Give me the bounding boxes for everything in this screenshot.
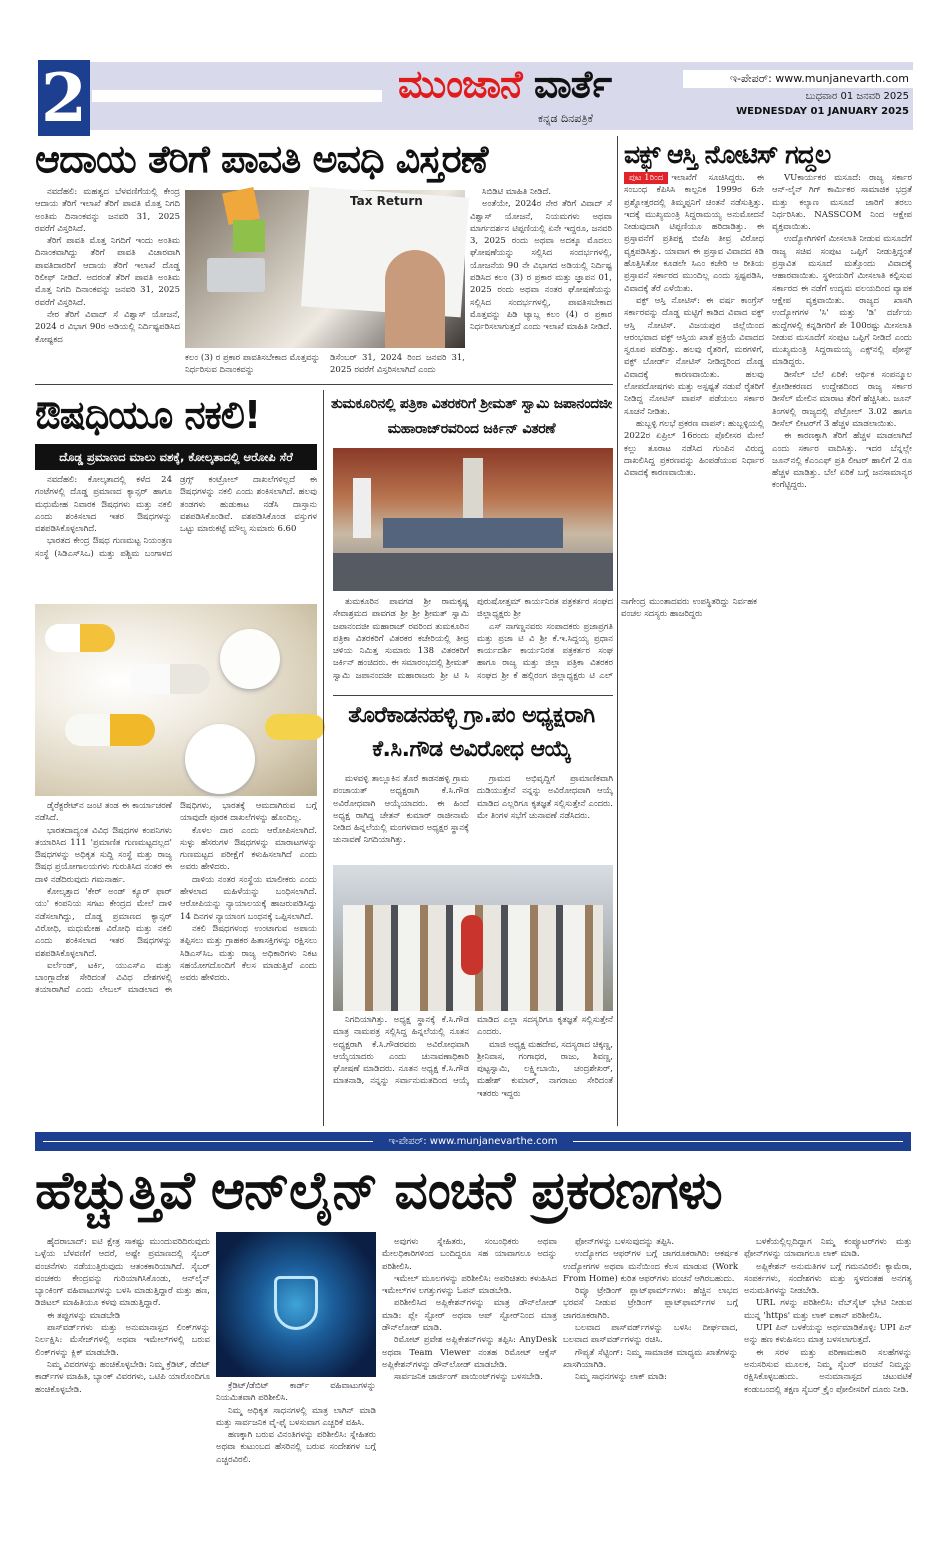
- paragraph: ಹಣಕ್ಕಾಗಿ ಬರುವ ವಿನಂತಿಗಳನ್ನು ಪರಿಶೀಲಿಸಿ: ಸ್ನೇಹಿತರು ಅಥವಾ ಕುಟುಂಬದ ಹೆಸರಿನಲ್ಲಿ ಬರುವ ಸಂದೇಶಗಳ ಬಗ್ಗೆ ಎಚ್ಚರವಿರಲಿ.: [216, 1430, 376, 1465]
- tax-headline: ಆದಾಯ ತೆರಿಗೆ ಪಾವತಿ ಅವಧಿ ವಿಸ್ತರಣೆ: [35, 137, 488, 181]
- paragraph: ಎಸ್ ನಾಗಣ್ಣನವರು ಸಂಪಾದಕರು ಪ್ರಜಾಪ್ರಗತಿ ಮತ್ತು ಪ್ರಜಾ ಟಿ ವಿ ಶ್ರೀ ಕೆ.ಇ.ಸಿದ್ದಯ್ಯ ಪ್ರಧಾನ ಕಾರ್ಯದರ್ಶಿ ಕಾರ್ಯನಿರತ ಪತ್ರಕರ್ತರ ಸಂಘ ಹಾಗೂ ರಾಜ್ಯ ಮತ್ತು ಜಿಲ್ಲಾ ಪತ್ರಿಕಾ ವಿತರಕರ ಸಂಘದ ಶ್ರೀ ಕೆ ಹಲ್ಲಿರಂಗ ಜಿಲ್ಲಾಧ್ಯಕ್ಷರು ಟಿ ಎಲ್ ನಾಗೇಂದ್ರ ಮುಂತಾದವರು ಉಪಸ್ಥಿತರಿದ್ದು ನಿರ್ವಹಕ ವಂಚಲ ಸದಸ್ಯರು ಹಾಜರಿದ್ದರು: [477, 597, 757, 681]
- medicine-bottom-body: [35, 800, 317, 1126]
- paragraph: ಗ್ರಾಮದ ಅಭಿವೃದ್ದಿಗೆ ಪ್ರಾಮಾಣಿಕವಾಗಿ ದುಡಿಯುತ್ತೇನೆ ನನ್ನನ್ನು ಅವಿರೋಧವಾಗಿ ಆಯ್ಕೆ ಮಾಡಿದ ಎಲ್ಲರಿಗೂ ಕೃತಜ್ಞತೆ ಸಲ್ಲಿಸುತ್ತೇನೆ ಎಂದರು. ಮೇ ತಿಂಗಳ ಸಭೆಗೆ ಚುನಾವಣೆ ನಡೆಸಿದರು.: [477, 774, 613, 821]
- paragraph: ಇಮೇಲ್ ಮೂಲಗಳನ್ನು ಪರಿಶೀಲಿಸಿ: ಅಪರಿಚಿತರು ಕಳುಹಿಸಿದ ಇಮೇಲ್‌ಗಳ ಲಗತ್ತುಗಳನ್ನು ಓಪನ್ ಮಾಡಬೇಡಿ.: [382, 1273, 557, 1297]
- section-divider: [35, 384, 613, 385]
- paragraph: ನವದೆಹಲಿ: ಮಹತ್ವದ ಬೆಳವಣಿಗೆಯಲ್ಲಿ ಕೇಂದ್ರ ಆದಾಯ ತೆರಿಗೆ ಇಲಾಖೆ ತೆರಿಗೆ ಪಾವತಿ ಮೊತ್ತ ನಿಗದಿ ಅಂತಿಮ ದಿನಾಂಕವನ್ನು ಜನವರಿ 31, 2025 ರವರೆಗೆ ವಿಸ್ತರಿಸಿದೆ.: [35, 187, 180, 234]
- medicine-subhead: ದೊಡ್ಡ ಪ್ರಮಾಣದ ಮಾಲು ವಶಕ್ಕೆ, ಕೋಲ್ಕತಾದಲ್ಲಿ ಆರೋಪಿ ಸೆರೆ: [35, 444, 317, 470]
- fraud-headline: ಹೆಚ್ಚುತ್ತಿವೆ ಆನ್‌ಲೈನ್ ವಂಚನೆ ಪ್ರಕರಣಗಳು: [35, 1161, 722, 1221]
- paragraph: ಡೀಸೆಲ್ ಬೆಲೆ ಏರಿಕೆ: ಆರ್ಥಿಕ ಸಂಪನ್ಮೂಲ ಕ್ರೋಡೀಕರಣದ ಉದ್ದೇಶದಿಂದ ರಾಜ್ಯ ಸರ್ಕಾರ ಡೀಸೆಲ್ ಮೇಲಿನ ಮಾರಾಟ ತೆರಿಗೆ ಹೆಚ್ಚಿಸಿತು. ಜೂನ್ ತಿಂಗಳಲ್ಲಿ ರಾಜ್ಯದಲ್ಲಿ ಪೆಟ್ರೋಲ್ 3.02 ಹಾಗೂ ಡೀಸೆಲ್ ಲೀಟರ್‌ಗೆ 3 ಹೆಚ್ಚಳ ಮಾಡಲಾಯಿತು.: [772, 369, 912, 429]
- kcgowda-top-body: [333, 773, 613, 861]
- pills-photo: [35, 604, 317, 796]
- date-english: WEDNESDAY 01 JANUARY 2025: [736, 106, 909, 117]
- paragraph: ಅವುಗಳು ಸ್ನೇಹಿತರು, ಸಂಬಂಧಿಕರು ಅಥವಾ ಮೇಲಧಿಕಾರಿಗಳಿಂದ ಬಂದಿದ್ದರೂ ಸಹ ಯಾವಾಗಲೂ ಅದನ್ನು ಪರಿಶೀಲಿಸಿ.: [382, 1237, 557, 1272]
- paragraph: ಮಳವಳ್ಳಿ ತಾಲ್ಲೂಕಿನ ತೊರೆ ಕಾಡನಹಳ್ಳಿ ಗ್ರಾಮ ಪಂಚಾಯತ್ ಅಧ್ಯಕ್ಷರಾಗಿ ಕೆ.ಸಿ.ಗೌಡ ಅವಿರೋಧವಾಗಿ ಆಯ್ಕೆಯಾದರು. ಈ ಹಿಂದೆ ಅಧ್ಯಕ್ಷ ರಾಗಿದ್ದ ಚೇತನ್ ಕುಮಾರ್ ರಾಜೀನಾಮೆ ನೀಡಿದ ಹಿನ್ನಲೆಯಲ್ಲಿ ಮಂಗಳವಾರ ಅಧ್ಯಕ್ಷರ ಸ್ಥಾನಕ್ಕೆ ಚುನಾವಣೆ ನಿಗದಿಯಾಗಿತ್ತು.: [333, 774, 469, 846]
- paragraph: ದಾಳಿಯ ನಂತರ ಸಂಸ್ಥೆಯ ಮಾಲೀಕರು ಎಂದು ಹೇಳಲಾದ ಮಹಿಳೆಯನ್ನು ಬಂಧಿಸಲಾಗಿದೆ. ಆರೋಪಿಯನ್ನು ನ್ಯಾಯಾಲಯಕ್ಕೆ ಹಾಜರುಪಡಿಸಿದ್ದು 14 ದಿನಗಳ ನ್ಯಾಯಾಂಗ ಬಂಧನಕ್ಕೆ ಒಪ್ಪಿಸಲಾಗಿದೆ.: [180, 874, 317, 922]
- paragraph: ಫೋನ್‌ಗಳನ್ನು ಬಳಸುವುದನ್ನು ತಪ್ಪಿಸಿ.: [575, 1237, 675, 1247]
- paragraph: ನೇರ ತೆರಿಗೆ ವಿವಾದ್ ಸೆ ವಿಶ್ವಾಸ್ ಯೋಜನೆ, 2024 ರ ವಿಭಾಗ 90ರ ಅಡಿಯಲ್ಲಿ ನಿರ್ದಿಷ್ಟಪಡಿಸಿದ ಕೋಷ್ಟಕದ: [35, 309, 180, 345]
- paragraph: ಬಳಕೆಯಲ್ಲಿಲ್ಲದಿದ್ದಾಗ ನಿಮ್ಮ ಕಂಪ್ಯೂಟರ್‌ಗಳು ಮತ್ತು ಫೋನ್‌ಗಳನ್ನು ಯಾವಾಗಲೂ ಲಾಕ್ ಮಾಡಿ.: [744, 1237, 912, 1260]
- paragraph: ಉದ್ಯೋಗದ ಆಫರ್‌ಗಳ ಬಗ್ಗೆ ಜಾಗರೂಕರಾಗಿರಿ: ಆಕರ್ಷಕ ಉದ್ಯೋಗಗಳ ಅಥವಾ ಮನೆಯಿಂದ ಕೆಲಸ ಮಾಡುವ (Work From Home) ಕುರಿತ ಆಫರ್‌ಗಳು ವಂಚನೆ ಆಗಿರಬಹುದು.: [563, 1249, 738, 1284]
- paragraph: ಅಂತೆಯೇ, 2024ರ ನೇರ ತೆರಿಗೆ ವಿವಾದ್ ಸೆ ವಿಶ್ವಾಸ್ ಯೋಜನೆ, ನಿಯಮಗಳು ಅಥವಾ ಮಾರ್ಗದರ್ಶನ ಟಿಪ್ಪಣಿಯಲ್ಲಿ ಏನೇ ಇದ್ದರೂ, ಜನವರಿ 3, 2025 ರಂದು ಅಥವಾ ಅದಕ್ಕೂ ಮೊದಲು ಘೋಷಣೆಯನ್ನು ಸಲ್ಲಿಸಿದ ಸಂದರ್ಭಗಳಲ್ಲಿ, ಯೋಜನೆಯ 90 ನೇ ವಿಭಾಗದ ಅಡಿಯಲ್ಲಿ ನಿರ್ದಿಷ್ಟ ಪಡಿಸಿದ ಕಲಂ (3) ರ ಪ್ರಕಾರ ಮತ್ತು ಜ್ಞಾಪನ 01, 2025 ರಂದು ಅಥವಾ ನಂತರ ಘೋಷಣೆಯನ್ನು ಸಲ್ಲಿಸಿದ ಸಂದರ್ಭಗಳಲ್ಲಿ, ಪಾವತಿಸಬೇಕಾದ ಮೊತ್ತವನ್ನು ಪಿಡಿ ಟ್ಯಾಬ್ಲ ಕಲಂ (4) ರ ಪ್ರಕಾರ ನಿರ್ಧರಿಸಲಾಗುತ್ತದೆ ಎಂದು ಇಲಾಖೆ ಮಾಹಿತಿ ನೀಡಿದೆ.: [470, 199, 612, 333]
- paragraph: ಈ ತಪ್ಪುಗಳನ್ನು ಮಾಡಬೇಡಿ: [47, 1310, 121, 1321]
- tax-col3: [470, 186, 612, 380]
- kcgowda-bottom-body: [333, 1014, 613, 1126]
- paragraph: ಈ ಸರಳ ಮತ್ತು ಪರಿಣಾಮಕಾರಿ ಸಲಹೆಗಳನ್ನು ಅನುಸರಿಸುವ ಮೂಲಕ, ನಿಮ್ಮ ಸೈಬರ್ ವಂಚನೆ ನಿಮ್ಮನ್ನು ರಕ್ಷಿಸಿಕೊಳ್ಳಬಹುದು. ಅನುಮಾನಾಸ್ಪದ ಚಟುವಟಿಕೆ ಕಂಡುಬಂದಲ್ಲಿ ತಕ್ಷಣ ಸೈಬರ್ ಕ್ರೈಂ ಪೋಲೀಸರಿಗೆ ದೂರು ನೀಡಿ.: [744, 1347, 912, 1395]
- paragraph: ಭಾರತದಾದ್ಯಂತ ವಿವಿಧ ಔಷಧಗಳ ಕಂಪನಿಗಳು ತಯಾರಿಸಿದ 111 'ಪ್ರಮಾಣಿತ ಗುಣಮಟ್ಟದಲ್ಲದ' ಔಷಧಗಳನ್ನು ಅಧಿಕೃತ ಸುದ್ದಿ ಸಂಸ್ಥೆ ಮತ್ತು ರಾಜ್ಯ ಔಷಧ ಪ್ರಯೋಗಾಲಯಗಳು ಗುರುತಿಸಿದ ನಂತರ ಈ ದಾಳಿ ನಡೆದಿರುವುದು ಗಮನಾರ್ಹ.: [35, 825, 172, 885]
- paragraph: ಕೋಲ್ಕತ್ತಾದ 'ಕೇರ್ ಅಂಡ್ ಕ್ಯೂರ್ ಫಾರ್ ಯು' ಕಂಪನಿಯ ಸಗಟು ಕೇಂದ್ರದ ಮೇಲೆ ದಾಳಿ ನಡೆಸಲಾಗಿದ್ದು, ದೊಡ್ಡ ಪ್ರಮಾಣದ ಕ್ಯಾನ್ಸರ್ ವಿರೋಧಿ, ಮಧುಮೇಹ ವಿರೋಧಿ ಮತ್ತು ನಕಲಿ ಎಂದು ಶಂಕಿಸಲಾದ ಇತರ ಔಷಧಗಳನ್ನು ವಶಪಡಿಸಿಕೊಳ್ಳಲಾಗಿದೆ.: [35, 887, 172, 959]
- waqf-body: [624, 172, 912, 1124]
- paragraph: ಈ ಕಾರಣಕ್ಕಾಗಿ ತೆರಿಗೆ ಹೆಚ್ಚಳ ಮಾಡಲಾಗಿದೆ ಎಂದು ಸರ್ಕಾರ ವಾದಿಸಿತ್ತು. ಇದರ ಬೆನ್ನಲ್ಲೇ ಜೂನ್‌ನಲ್ಲಿ ಕೆಎಂಎಫ್ ಪ್ರತಿ ಲೀಟರ್ ಹಾಲಿಗೆ 2 ರೂ ಹೆಚ್ಚಳ ಮಾಡಿತ್ತು. ಬೆಲೆ ಏರಿಕೆ ಬಗ್ಗೆ ಜನಸಾಮಾನ್ಯರ ಕಂಗೆಟ್ಟಿದ್ದರು.: [772, 431, 912, 491]
- medicine-headline: ಔಷಧಿಯೂ ನಕಲಿ!: [35, 393, 261, 437]
- paragraph: ನಿಮ್ಮ ವಿವರಗಳನ್ನು ಹಂಚಿಕೊಳ್ಳಬೇಡಿ: ನಿಮ್ಮ ಕ್ರೆಡಿಟ್, ಡೆಬಿಟ್ ಕಾರ್ಡ್‌ಗಳ ಮಾಹಿತಿ, ಬ್ಯಾಂಕ್ ವಿವರಗಳು, ಒಟಿಪಿ ಯಾರೊಂದಿಗೂ ಹಂಚಿಕೊಳ್ಳಬೇಡಿ.: [35, 1359, 210, 1395]
- paragraph: ಅಪ್ಲಿಕೇಶನ್ ಅನುಮತಿಗಳ ಬಗ್ಗೆ ಗಮನವಿರಲಿ: ಕ್ಯಾಮೆರಾ, ಸಂಪರ್ಕಗಳು, ಸಂದೇಶಗಳು ಮತ್ತು ಸ್ಥಳದಂತಹ ಅನಗತ್ಯ ಅನುಮತಿಗಳನ್ನು ನೀಡಬೇಡಿ.: [744, 1261, 912, 1297]
- fraud-col5: [744, 1236, 912, 1504]
- jerkin-headline: ತುಮಕೂರಿನಲ್ಲಿ ಪತ್ರಿಕಾ ವಿತರಕರಿಗೆ ಶ್ರೀಮತ್ ಸ್ವಾಮಿ ಜಪಾನಂದಜೀ ಮಹಾರಾಜ್‌ರವರಿಂದ ಜರ್ಕಿನ್ ವಿತರಣೆ: [330, 396, 613, 437]
- paragraph: ಭಾರತದ ಕೇಂದ್ರ ಔಷಧ ಗುಣಮಟ್ಟ ನಿಯಂತ್ರಣ ಸಂಸ್ಥೆ (ಸಿಡಿಎಸ್‌ಸಿಒ) ಮತ್ತು ಪಶ್ಚಿಮ ಬಂಗಾಳದ ಡ್ರಗ್ಸ್ ಕಂಟ್ರೋಲ್ ದಾಖಲೆಗಳಿಲ್ಲದೆ ಈ ಔಷಧಗಳನ್ನು ನಕಲಿ ಎಂದು ಶಂಕಿಸಲಾಗಿದೆ. ಹಲವು ತಂಡಗಳು ಹುಡುಕಾಟ ನಡೆಸಿ ದಾಸ್ತಾನು ವಶಪಡಿಸಿಕೊಂಡಿವೆ. ವಶಪಡಿಸಿಕೊಂಡ ವಸ್ತುಗಳ ಒಟ್ಟು ಮಾರುಕಟ್ಟೆ ಮೌಲ್ಯ ಸುಮಾರು 6.60: [35, 475, 317, 559]
- medicine-top-body: [35, 474, 317, 602]
- paragraph: ತುಮಕೂರಿನ ಪಾವಗಡ ಶ್ರೀ ರಾಮಕೃಷ್ಣ ಸೇವಾಶ್ರಮದ ಪಾವಗಡ ಶ್ರೀ ಶ್ರೀ ಶ್ರೀಮತ್ ಸ್ವಾಮಿ ಜಪಾನಂದಜೀ ಮಹಾರಾಜ್ ರವರಿಂದ ತುಮಕೂರಿನ ಪತ್ರಿಕಾ ವಿತರಕರಿಗೆ ವಿತರಕರ ಕಚೇರಿಯಲ್ಲಿ ತೀವ್ರ ಚಳಿಯ ನಿಮಿತ್ತ ಸುಮಾರು 138 ವಿತರಕರಿಗೆ ಜರ್ಕಿನ್ ಹಂಚಿದರು. ಈ ಸಮಾರಂಭದಲ್ಲಿ ಶ್ರೀಮತ್ ಸ್ವಾಮಿ ಜಪಾನಂದಜೀ ಮಹಾರಾಜರು ಶ್ರೀ ಟಿ ಸಿ ಪುರುಷೋತ್ತಮ್ ಕಾರ್ಯನಿರತ ಪತ್ರಕರ್ತರ ಸಂಘದ ಜಿಲ್ಲಾಧ್ಯಕ್ಷರು ಶ್ರೀ: [333, 597, 613, 681]
- paragraph: ಉದ್ಯೋಗಿಗಳಿಗೆ ಮೀಸಲಾತಿ ನೀಡುವ ಮಸೂದೆಗೆ ರಾಜ್ಯ ಸಚಿವ ಸಂಪುಟ ಒಪ್ಪಿಗೆ ನೀಡುತ್ತಿದ್ದಂತೆ ಪ್ರಸ್ತಾವಿತ ಮಸೂದೆ ಮತ್ತೊಂದು ವಿವಾದಕ್ಕೆ ಆಹಾರವಾಯಿತು. ಸ್ಥಳೀಯರಿಗೆ ಮೀಸಲಾತಿ ಕಲ್ಪಿಸುವ ಸರ್ಕಾರದ ಈ ನಡೆಗೆ ಉದ್ಯಮ ವಲಯದಿಂದ ವ್ಯಾಪಕ ಆಕ್ಷೇಪ ವ್ಯಕ್ತವಾಯಿತು. ರಾಜ್ಯದ ಖಾಸಗಿ ಉದ್ಯೋಗಗಳ 'ಸಿ' ಮತ್ತು 'ಡಿ' ದರ್ಜೆಯ ಹುದ್ದೆಗಳಲ್ಲಿ ಕನ್ನಡಿಗರಿಗೆ ಶೇ 100ರಷ್ಟು ಮೀಸಲಾತಿ ನೀಡುವ ಮಸೂದೆಗೆ ಸಂಪುಟ ಒಪ್ಪಿಗೆ ನೀಡಿದೆ ಎಂದು ಮುಖ್ಯಮಂತ್ರಿ ಸಿದ್ದರಾಮಯ್ಯ ಎಕ್ಸ್‌ನಲ್ಲಿ ಪೋಸ್ಟ್ ಮಾಡಿದ್ದರು.: [772, 234, 912, 368]
- paragraph: ನಿಗದಿಯಾಗಿತ್ತು. ಅಧ್ಯಕ್ಷ ಸ್ಥಾನಕ್ಕೆ ಕೆ.ಸಿ.ಗೌಡ ಮಾತ್ರ ನಾಮಪತ್ರ ಸಲ್ಲಿಸಿದ್ದ ಹಿನ್ನಲೆಯಲ್ಲಿ ನೂತನ ಅಧ್ಯಕ್ಷರಾಗಿ ಕೆ.ಸಿ.ಗೌಡರವರು ಅವಿರೋಧವಾಗಿ ಆಯ್ಕೆಯಾದರು ಎಂದು ಚುನಾವಣಾಧಿಕಾರಿ ಘೋಷಣೆ ಮಾಡಿದರು. ನೂತನ ಅಧ್ಯಕ್ಷ ಕೆ.ಸಿ.ಗೌಡ ಮಾತನಾಡಿ, ನನ್ನನ್ನು ಸರ್ವಾನುಮತದಿಂದ ಆಯ್ಕೆ ಮಾಡಿದ ಎಲ್ಲಾ ಸದಸ್ಯರಿಗೂ ಕೃತಜ್ಞತೆ ಸಲ್ಲಿಸುತ್ತೇನೆ ಎಂದರು.: [333, 1015, 613, 1087]
- tax-return-image-text: Tax Return: [350, 194, 423, 208]
- masthead-decor: [92, 90, 382, 102]
- paragraph: ನಕಲಿ ಔಷಧಗಳಂಥ ಉಂಟಾಗುವ ಅಪಾಯ ತಪ್ಪಿಸಲು ಮತ್ತು ಗ್ರಾಹಕರ ಹಿತಾಸಕ್ತಿಗಳನ್ನು ರಕ್ಷಿಸಲು ಸಿಡಿಎಸ್‌ಸಿಒ ಮತ್ತು ರಾಜ್ಯ ಅಧಿಕಾರಿಗಳು ನಿಕಟ ಸಹಯೋಗದೊಂದಿಗೆ ಕೆಲಸ ಮಾಡುತ್ತಿವೆ ಎಂದು ಅವರು ಹೇಳಿದರು.: [180, 923, 317, 984]
- kcgowda-felicitation-photo: [333, 865, 613, 1011]
- paragraph: ಪರಿಶೀಲಿಸಿದ ಅಪ್ಲಿಕೇಶನ್‌ಗಳನ್ನು ಮಾತ್ರ ಡೌನ್‌ಲೋಡ್ ಮಾಡಿ: ಪ್ಲೇ ಸ್ಟೋರ್ ಅಥವಾ ಆಪ್ ಸ್ಟೋರ್‌ನಿಂದ ಮಾತ್ರ ಡೌನ್‌ಲೋಡ್ ಮಾಡಿ.: [382, 1298, 557, 1334]
- kcgowda-headline: ತೊರೆಕಾಡನಹಳ್ಳಿ ಗ್ರಾ.ಪಂ ಅಧ್ಯಕ್ಷರಾಗಿ ಕೆ.ಸಿ.ಗೌಡ ಅವಿರೋಧ ಆಯ್ಕೆ: [348, 703, 595, 762]
- fraud-col2: [216, 1380, 376, 1504]
- paragraph: ರಿಮೋಟ್ ಪ್ರವೇಶ ಅಪ್ಲಿಕೇಶನ್‌ಗಳನ್ನು ತಪ್ಪಿಸಿ: AnyDesk ಅಥವಾ Team Viewer ನಂತಹ ರಿಮೋಟ್ ಆಕ್ಸೆಸ್ ಅಪ್ಲಿಕೇಶನ್‌ಗಳನ್ನು ಡೌನ್‌ಲೋಡ್ ಮಾಡಬೇಡಿ.: [382, 1335, 557, 1370]
- paragraph: VUಕಾರ್ಯಕರ ಮಸೂದೆ: ರಾಜ್ಯ ಸರ್ಕಾರ ಆನ್-ಲೈನ್ ಗಿಗ್ ಕಾರ್ಮಿಕರ ಸಾಮಾಜಿಕ ಭದ್ರತೆ ಮತ್ತು ಕಲ್ಯಾಣ ಮಸೂದೆ ಜಾರಿಗೆ ತರಲು ನಿರ್ಧರಿಸಿತು. NASSCOM ನಿಂದ ಆಕ್ಷೇಪ ವ್ಯಕ್ತವಾಯಿತು.: [772, 173, 912, 233]
- paragraph: ಗೌಪ್ಯತೆ ಸೆಟ್ಟಿಂಗ್: ನಿಮ್ಮ ಸಾಮಾಜಿಕ ಮಾಧ್ಯಮ ಖಾತೆಗಳನ್ನು ಖಾಸಗಿಯಾಗಿಡಿ.: [563, 1347, 738, 1370]
- paragraph: ತೆರಿಗೆ ಪಾವತಿ ಮೊತ್ತ ನಿಗದಿಗೆ ಇಂದು ಅಂತಿಮ ದಿನಾಂಕವಾಗಿದ್ದು ತೆರಿಗೆ ಪಾವತಿ ವಿಚಾರವಾಗಿ ಪಾವತಿದಾರರಿಗೆ ಆದಾಯ ತೆರಿಗೆ ಇಲಾಖೆ ದೊಡ್ಡ ರಿಲೀಫ್ ನೀಡಿದೆ. ಅದರಂತೆ ತೆರಿಗೆ ಪಾವತಿ ಅಂತಿಮ ಮೊತ್ತ ನಿಗದಿ ದಿನಾಂಕವನ್ನು ಜನವರಿ 31, 2025 ರವರೆಗೆ ವಿಸ್ತರಿಸಿದೆ.: [35, 236, 180, 308]
- paragraph: ವಕ್ಫ್ ಆಸ್ತಿ ನೋಟಿಸ್: ಈ ವರ್ಷ ಕಾಂಗ್ರೆಸ್ ಸರ್ಕಾರವನ್ನು ದೊಡ್ಡ ಮಟ್ಟಿಗೆ ಕಾಡಿದ ವಿವಾದ ವಕ್ಫ್ ಆಸ್ತಿ ನೋಟಿಸ್. ವಿಜಯಪುರ ಜಿಲ್ಲೆಯಿಂದ ಆರಂಭವಾದ ವಕ್ಫ್ ಆಸ್ತಿಯ ಖಾತೆ ಪ್ರಕ್ರಿಯೆ ವಿವಾದದ ಸ್ವರೂಪ ಪಡೆದಿತ್ತು. ಹಲವು ರೈತರಿಗೆ, ಮಠಗಳಿಗೆ, ವಕ್ಫ್ ಬೋರ್ಡ್ ನೋಟಿಸ್ ನೀಡಿದ್ದರಿಂದ ದೊಡ್ಡ ವಿವಾದಕ್ಕೆ ಕಾರಣವಾಯಿತು. ಹಲವು ಲೋಪದೋಷಗಳು ಮತ್ತು ಅಸ್ಪಷ್ಟತೆ ನಡುವೆ ರೈತರಿಗೆ ನೀಡಿದ್ದ ನೋಟಿಸ್ ವಾಪಸ್ ಪಡೆಯಲು ಸರ್ಕಾರ ಸೂಚನೆ ನೀಡಿತು.: [624, 295, 764, 417]
- page-number: 2: [38, 60, 90, 136]
- jerkin-body: [333, 596, 757, 692]
- tagline: ಕನ್ನಡ ದಿನಪತ್ರಿಕೆ: [538, 112, 594, 125]
- tax-col1: [35, 186, 180, 380]
- paragraph: ಪಾಸ್‌ವರ್ಡ್‌ಗಳು ಮತ್ತು ಅನುಮಾನಾಸ್ಪದ ಲಿಂಕ್‌ಗಳನ್ನು ನಿರ್ಲಕ್ಷಿಸಿ: ಮೆಸೇಜ್‌ಗಳಲ್ಲಿ ಅಥವಾ ಇಮೇಲ್‌ಗಳಲ್ಲಿ ಬರುವ ಲಿಂಕ್‌ಗಳನ್ನು ಕ್ಲಿಕ್ ಮಾಡಬೇಡಿ.: [35, 1323, 210, 1358]
- date-kannada: ಬುಧವಾರ 01 ಜನವರಿ 2025: [805, 91, 909, 102]
- tax-caption2: ಡಿಸೆಂಬರ್ 31, 2024 ರಿಂದ ಜನವರಿ 31, 2025 ರವರೆಗೆ ವಿಸ್ತರಿಸಲಾಗಿದೆ ಎಂದು: [330, 353, 465, 376]
- section-divider: [333, 695, 613, 696]
- cyber-security-illustration: [216, 1232, 376, 1377]
- tax-return-photo: [185, 190, 465, 348]
- tax-caption1: ಕಲಂ (3) ರ ಪ್ರಕಾರ ಪಾವತಿಸಬೇಕಾದ ಮೊತ್ತವನ್ನು ನಿರ್ಧರಿಸುವ ದಿನಾಂಕವನ್ನು: [185, 353, 320, 376]
- fraud-col1: [35, 1236, 210, 1504]
- fraud-col4: [563, 1236, 738, 1504]
- column-divider: [323, 390, 324, 1126]
- paragraph: ಹೈದರಾಬಾದ್: ಐಟಿ ಕ್ಷೇತ್ರ ಸಾಕಷ್ಟು ಮುಂದುವರಿದಿರುವುದು ಒಳ್ಳೆಯ ಬೆಳವಣಿಗೆ ಆದರೆ, ಅಷ್ಟೇ ಪ್ರಮಾಣದಲ್ಲಿ ಸೈಬರ್ ವಂಚನೆಗಳು ನಡೆಯುತ್ತಿರುವುದು ಆತಂಕಕಾರಿಯಾಗಿದೆ. ಸೈಬರ್ ವಂಚಕರು ಕೇಂದ್ರವನ್ನು ಗುರಿಯಾಗಿಸಿಕೊಂಡು, ಆನ್‌ಲೈನ್ ಬ್ಯಾಂಕಿಂಗ್ ವಹಿವಾಟುಗಳನ್ನು ಬಳಸಿ ಮಾಡುತ್ತಿದ್ದಾರೆ ಮತ್ತು ಹಣ, ಡಿಜಿಟಲ್ ಮಾಹಿತಿಯೂ ಕಳವು ಮಾಡುತ್ತಿದ್ದಾರೆ.: [35, 1237, 210, 1309]
- paragraph: ಐರ್ಲೆಂಡ್, ಟರ್ಕಿ, ಯುಎಸ್‌ಎ ಮತ್ತು ಬಾಂಗ್ಲಾದೇಶ ಸೇರಿದಂತೆ ವಿವಿಧ ದೇಶಗಳಲ್ಲಿ ತಯಾರಾಗಿವೆ ಎಂದು ಲೇಬಲ್ ಮಾಡಲಾದ ಈ ಔಷಧಿಗಳು, ಭಾರತಕ್ಕೆ ಆಮದಾಗಿರುವ ಬಗ್ಗೆ ಯಾವುದೇ ಪೂರಕ ದಾಖಲೆಗಳನ್ನು ಹೊಂದಿಲ್ಲ.: [35, 801, 317, 996]
- epaper-strip[interactable]: [35, 1132, 911, 1151]
- paragraph: ಇಲಾಖೆಗೆ ಸೂಚಿಸಿದ್ದರು. ಈ ಸಂಬಂಧ ಕೆಪಿಸಿಸಿ ಕಾಲ್ಪನಿಕ 1999ರ 6ನೇ ಪ್ರಶ್ನೋತ್ತರದಲ್ಲಿ ತಿಮ್ಮಪ್ಪನಿಗೆ ಚಿಂತನೆ ನಡೆಸುತ್ತಿತ್ತು. ಇದಕ್ಕೆ ಮುಖ್ಯಮಂತ್ರಿ ಸಿದ್ದರಾಮಯ್ಯ ಅನುಮೋದನೆ ನೀಡುವುದಾಗಿ ಟಿಪ್ಪಣಿಯೂ ಹರಿದಾಡಿತ್ತು. ಈ ಪ್ರಸ್ತಾವನೆಗೆ ಪ್ರತಿಪಕ್ಷ ಬಿಜೆಪಿ ತೀವ್ರ ವಿರೋಧ ವ್ಯಕ್ತಪಡಿಸಿತ್ತು. ಯಾವಾಗ ಈ ಪ್ರಸ್ತಾವ ವಿವಾದದ ಕಿಡಿ ಹೊತ್ತಿಸಿತೋ ಕೂಡಲೇ ಸಿಎಂ ಕಚೇರಿ ಆ ರೀತಿಯ ಪ್ರಸ್ತಾವನೆ ಸರ್ಕಾರದ ಮುಂದಿಲ್ಲ ಎಂದು ಸ್ಪಷ್ಟಪಡಿಸಿ, ವಿವಾದಕ್ಕೆ ತೆರೆ ಎಳೆಯಿತು.: [624, 173, 764, 294]
- paragraph: ಕೊಳಲ ದಾರ ಎಂದು ಆರೋಪಿಸಲಾಗಿದೆ. ಸುಳ್ಳು ಹೆಸರುಗಳ ಔಷಧಗಳನ್ನು ಮಾರಾಟಗಳನ್ನು ಗುಣಮಟ್ಟದ ಪರೀಕ್ಷೆಗೆ ಕಳುಹಿಸಲಾಗಿದೆ ಎಂದು ಅವರು ಹೇಳಿದರು.: [180, 825, 317, 873]
- paragraph: ಸಾರ್ವಜನಿಕ ಚಾರ್ಜಿಂಗ್ ಪಾಯಿಂಟ್‌ಗಳನ್ನು ಬಳಸಬೇಡಿ.: [394, 1372, 543, 1383]
- paragraph: ಕ್ರೆಡಿಟ್/ಡೆಬಿಟ್ ಕಾರ್ಡ್ ವಹಿವಾಟುಗಳನ್ನು ನಿಯಮಿತವಾಗಿ ಪರಿಶೀಲಿಸಿ.: [216, 1381, 376, 1404]
- jerkin-distribution-photo: [333, 448, 613, 591]
- paragraph: UPI ಪಿನ್ ಬಳಕೆಯನ್ನು ಅರ್ಥಮಾಡಿಕೊಳ್ಳಿ: UPI ಪಿನ್ ಅನ್ನು ಹಣ ಕಳುಹಿಸಲು ಮಾತ್ರ ಬಳಸಲಾಗುತ್ತದೆ.: [744, 1323, 912, 1346]
- column-divider: [617, 136, 618, 1126]
- paragraph: ಬಲವಾದ ಪಾಸ್‌ವರ್ಡ್‌ಗಳನ್ನು ಬಳಸಿ: ದೀರ್ಘವಾದ, ಬಲವಾದ ಪಾಸ್‌ವರ್ಡ್‌ಗಳನ್ನು ರಚಿಸಿ.: [563, 1323, 738, 1346]
- paragraph: ಡೈರೆಕ್ಟರೇಟ್‌ನ ಜಂಟಿ ತಂಡ ಈ ಕಾರ್ಯಾಚರಣೆ ನಡೆಸಿದೆ.: [35, 801, 172, 824]
- paragraph: ಸಿಬಿಡಿಟಿ ಮಾಹಿತಿ ನೀಡಿದೆ.: [482, 187, 552, 197]
- waqf-headline: ವಕ್ಫ್ ಆಸ್ತಿ ನೋಟಿಸ್ ಗದ್ದಲ: [624, 140, 831, 169]
- paragraph: ರಿವ್ಯೂ ಟ್ರೇಡಿಂಗ್ ಪ್ಲಾಟ್‌ಫಾರ್ಮ್‌ಗಳು: ಹೆಚ್ಚಿನ ಲಾಭದ ಭರವಸೆ ನೀಡುವ ಟ್ರೇಡಿಂಗ್ ಪ್ಲಾಟ್‌ಫಾರ್ಮ್‌ಗಳ ಬಗ್ಗೆ ಜಾಗರೂಕರಾಗಿರಿ.: [563, 1286, 738, 1321]
- paragraph: ನಿಮ್ಮ ಅಧಿಕೃತ ಸಾಧನಗಳಲ್ಲಿ ಮಾತ್ರ ಲಾಗಿನ್ ಮಾಡಿ ಮತ್ತು ಸಾರ್ವಜನಿಕ ವೈ-ಫೈ ಬಳಸುವಾಗ ಎಚ್ಚರಿಕೆ ವಹಿಸಿ.: [216, 1405, 376, 1428]
- paragraph: ಮಾಜಿ ಅಧ್ಯಕ್ಷ ಮಹದೇವ, ಸದಸ್ಯರಾದ ಚಿಕ್ಕಣ್ಣ, ಶ್ರೀನಿವಾಸ, ಗಂಗಾಧರ, ರಾಜು, ಶಿವಣ್ಣ, ಪುಟ್ಟಸ್ವಾಮಿ, ಲಕ್ಷ್ಮೀಬಾಯಿ, ಚಂದ್ರಶೇಖರ್, ಮಹೇಶ್ ಕುಮಾರ್, ನಾಗರಾಜು ಸೇರಿದಂತೆ ಇತರರು ಇದ್ದರು: [477, 1039, 613, 1099]
- paragraph: [624, 172, 764, 295]
- continued-label: ಪುಟ 1ರಿಂದ: [624, 172, 668, 184]
- epaper-strip-text[interactable]: ಇ-ಪೇಪರ್: www.munjanevarthe.com: [388, 1136, 558, 1147]
- paragraph: ಹುಬ್ಬಳ್ಳಿ ಗಲಭೆ ಪ್ರಕರಣ ವಾಪಸ್: ಹುಬ್ಬಳ್ಳಿಯಲ್ಲಿ 2022ರ ಏಪ್ರಿಲ್ 16ರಂದು ಪೊಲೀಸರ ಮೇಲೆ ಕಲ್ಲು ತೂರಾಟ ನಡೆಸಿದ ಗುಂಪಿನ ವಿರುದ್ಧ ದಾಖಲಿಸಿದ್ದ ಪ್ರಕರಣವನ್ನು ಹಿಂಪಡೆಯುವ ನಿರ್ಧಾರ ವಿವಾದಕ್ಕೆ ಕಾರಣವಾಯಿತು.: [624, 418, 764, 479]
- logo-red: ಮುಂಜಾನೆ: [398, 62, 522, 106]
- paragraph: ನವದೆಹಲಿ: ಕೋಲ್ಕತಾದಲ್ಲಿ ಕಳೆದ 24 ಗಂಟೆಗಳಲ್ಲಿ ದೊಡ್ಡ ಪ್ರಮಾಣದ ಕ್ಯಾನ್ಸರ್ ಹಾಗೂ ಮಧುಮೇಹ ನಿವಾರಕ ಔಷಧಗಳು ಮತ್ತು ನಕಲಿ ಎಂದು ಶಂಕಿಸಲಾದ ಇತರ ಔಷಧಗಳನ್ನು ವಶಪಡಿಸಿಕೊಳ್ಳಲಾಗಿದೆ.: [35, 475, 172, 535]
- logo-black: ವಾರ್ತೆ: [533, 62, 612, 106]
- newspaper-logo: [398, 64, 611, 104]
- paragraph: ನಿಮ್ಮ ಸಾಧನಗಳನ್ನು ಲಾಕ್ ಮಾಡಿ:: [575, 1372, 667, 1383]
- fraud-col3: [382, 1236, 557, 1504]
- paragraph: URL ಗಳನ್ನು ಪರಿಶೀಲಿಸಿ: ವೆಬ್‌ಸೈಟ್ ಭೇಟಿ ನೀಡುವ ಮುನ್ನ 'https' ಮತ್ತು ಲಾಕ್ ಐಕಾನ್ ಪರಿಶೀಲಿಸಿ.: [744, 1298, 912, 1321]
- shield-icon: [274, 1276, 318, 1330]
- epaper-link[interactable]: ಇ-ಪೇಪರ್: www.munjanevarth.com: [683, 70, 913, 88]
